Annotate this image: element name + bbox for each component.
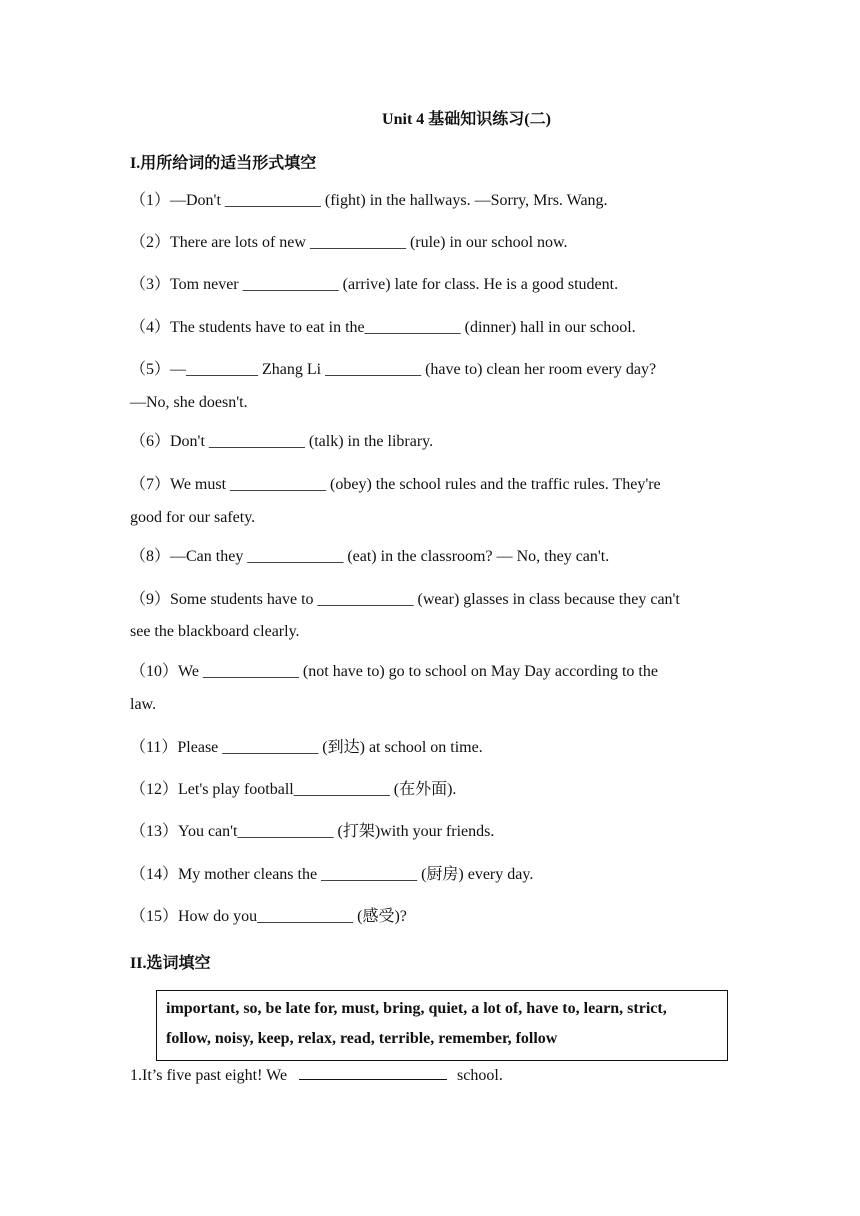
question-1-text-after: school. — [457, 1067, 503, 1084]
exercise-item-9: （9）Some students have to ____________ (wear) glasses in class because they can't — [130, 591, 680, 608]
exercise-item-14: （14）My mother cleans the ____________ (厨房) every day. — [130, 866, 534, 883]
exercise-item-8: （8）—Can they ____________ (eat) in the classroom? — No, they can't. — [130, 548, 610, 565]
exercise-item-10-continued: law. — [130, 696, 157, 713]
exercise-item-5: （5）—_________ Zhang Li ____________ (have to) clean her room every day? — [130, 361, 657, 378]
word-bank-line-1: important, so, be late for, must, bring, quiet, a lot of, have to, learn, strict, — [166, 1000, 667, 1017]
exercise-item-11: （11）Please ____________ (到达) at school on time. — [130, 739, 483, 756]
word-bank-line-2: follow, noisy, keep, relax, read, terrible, remember, follow — [166, 1030, 558, 1047]
exercise-item-12: （12）Let's play football____________ (在外面). — [130, 781, 457, 798]
exercise-item-7: （7）We must ____________ (obey) the school rules and the traffic rules. They're — [130, 476, 661, 493]
exercise-item-1: （1）—Don't ____________ (fight) in the hallways. —Sorry, Mrs. Wang. — [130, 192, 608, 209]
exercise-item-7-continued: good for our safety. — [130, 509, 256, 526]
page-title: Unit 4 基础知识练习(二) — [382, 111, 551, 128]
exercise-item-6: （6）Don't ____________ (talk) in the library. — [130, 433, 434, 450]
exercise-item-5-answer-line: —No, she doesn't. — [130, 394, 248, 411]
exercise-item-10: （10）We ____________ (not have to) go to school on May Day according to the — [130, 663, 658, 680]
choose-question-1 — [130, 1065, 503, 1086]
exercise-item-3: （3）Tom never ____________ (arrive) late for class. He is a good student. — [130, 276, 619, 293]
answer-blank[interactable] — [299, 1065, 447, 1080]
section-heading-choose-words: II.选词填空 — [130, 955, 211, 972]
exercise-item-4: （4）The students have to eat in the____________ (dinner) hall in our school. — [130, 319, 636, 336]
exercise-item-2: （2）There are lots of new ____________ (rule) in our school now. — [130, 234, 568, 251]
exercise-item-9-continued: see the blackboard clearly. — [130, 623, 300, 640]
exercise-item-13: （13）You can't____________ (打架)with your friends. — [130, 823, 495, 840]
word-bank-box — [156, 990, 728, 1061]
question-1-text-before: 1.It’s five past eight! We — [130, 1067, 288, 1084]
section-heading-fill-form: I.用所给词的适当形式填空 — [130, 155, 317, 172]
exercise-item-15: （15）How do you____________ (感受)? — [130, 908, 407, 925]
